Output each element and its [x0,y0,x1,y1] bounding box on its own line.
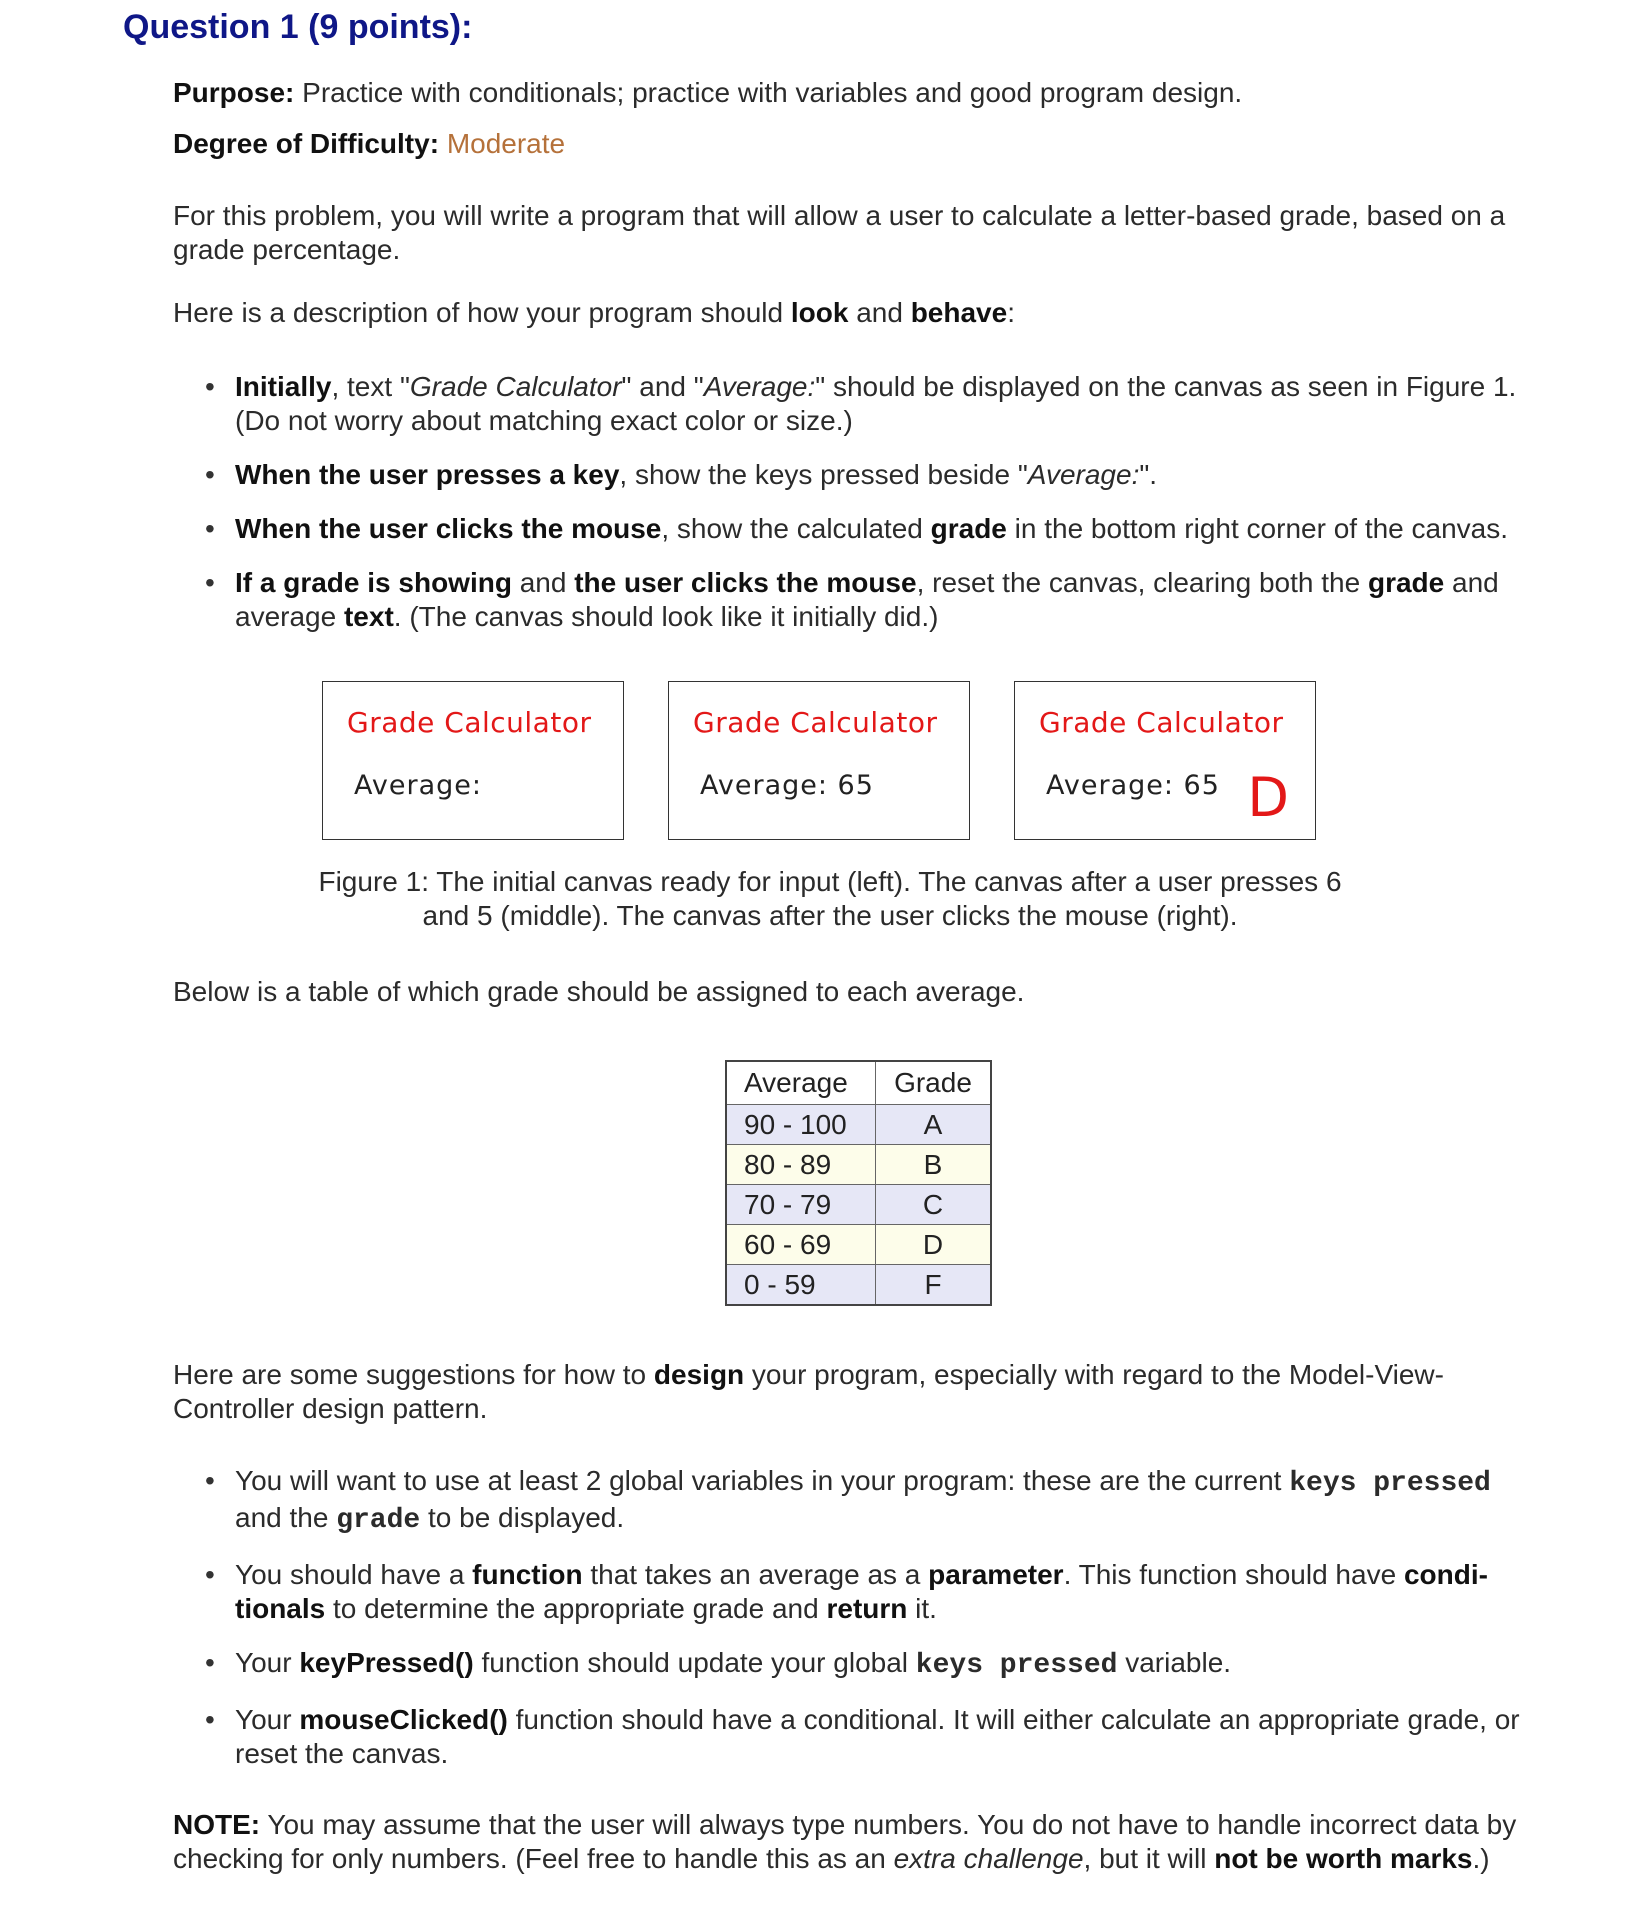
suggestion-text: variable. [1117,1647,1232,1678]
behavior-text: , show the keys pressed beside " [619,459,1028,490]
code-keys-pressed: keys pressed [915,1650,1118,1681]
table-header-row [726,1061,991,1105]
suggestion-bold: condi-tionals [235,1559,1488,1624]
suggestion-bold: keyPressed() [299,1647,474,1678]
table-cell-average: 70 - 79 [726,1185,876,1225]
table-cell-grade: B [876,1145,992,1185]
canvas-title: Grade Calculator [347,706,592,739]
look-behave-line [173,296,1543,330]
intro-paragraph: For this problem, you will write a program that will allow a user to calculate a letter-based grade, based on a grade percentage. [173,200,1506,265]
suggestion-text: it. [907,1593,937,1624]
design-intro-post: your program, especially with regard to the Model-View-Controller design pattern. [173,1359,1444,1424]
difficulty-line [173,127,1543,161]
purpose-line [173,76,1543,110]
behavior-text: " should be displayed on the canvas as seen in Figure 1. (Do not worry about matching exact color or size.) [235,371,1517,436]
behavior-bold: When the user clicks the mouse [235,513,662,544]
note-bold: not be worth marks [1214,1843,1473,1874]
note-text: , but it will [1083,1843,1215,1874]
design-word: design [653,1359,745,1390]
difficulty-value: Moderate [446,128,566,159]
purpose-text: Practice with conditionals; practice with variables and good program design. [294,77,1243,108]
behavior-italic: Grade Calculator [409,371,622,402]
canvas-average: Average: [354,770,482,801]
table-cell-average: 0 - 59 [726,1265,876,1306]
table-row [726,1145,991,1185]
behavior-bold: If a grade is showing [235,567,512,598]
canvas-initial [322,681,624,840]
behavior-list [173,370,1543,634]
suggestion-text: Your [235,1647,300,1678]
list-item [173,1464,1543,1538]
code-grade: grade [336,1505,421,1536]
suggestion-text: that takes an average as a [582,1559,929,1590]
table-cell-grade: D [876,1225,992,1265]
suggestion-bold: parameter [928,1559,1064,1590]
question-title: Question 1 (9 points): [123,8,473,46]
note-text: You may assume that the user will always type numbers. You do not have to handle incorrect data by checking for only numbers. (Feel free to handle this as an [173,1809,1517,1874]
table-row [726,1265,991,1306]
list-item [173,566,1543,634]
behavior-text: , show the calculated [661,513,931,544]
suggestion-text: to be displayed. [420,1502,625,1533]
list-item [173,512,1543,546]
canvas-average: Average: 65 [1046,770,1220,801]
table-cell-average: 90 - 100 [726,1105,876,1145]
behavior-text: ". [1139,459,1158,490]
table-cell-grade: F [876,1265,992,1306]
suggestion-text: You should have a [235,1559,473,1590]
look-behave-and: and [848,297,911,328]
table-cell-grade: C [876,1185,992,1225]
suggestion-list [173,1464,1543,1771]
table-intro: Below is a table of which grade should be assigned to each average. [173,976,1025,1007]
list-item [173,1646,1543,1683]
behavior-text: , reset the canvas, clearing both the [916,567,1368,598]
code-keys-pressed: keys pressed [1289,1468,1491,1499]
note-label: NOTE: [173,1809,261,1840]
behavior-text: . (The canvas should look like it initially did.) [393,601,939,632]
look-behave-pre: Here is a description of how your program should [173,297,791,328]
behavior-bold: Initially [235,371,332,402]
table-cell-average: 80 - 89 [726,1145,876,1185]
canvas-grade: D [1247,766,1289,829]
suggestion-bold: return [826,1593,908,1624]
note-text: .) [1472,1843,1490,1874]
suggestion-text: function should have a conditional. It will either calculate an appropriate grade, or reset the canvas. [235,1704,1520,1769]
purpose-label: Purpose: [173,77,295,108]
list-item [173,1703,1543,1771]
canvas-grade-shown [1014,681,1316,840]
figure-caption: Figure 1: The initial canvas ready for input (left). The canvas after a user presses 6 and 5 (middle). The canvas after the user clicks the mouse (right). [318,866,1342,931]
suggestion-bold: function [472,1559,583,1590]
look-behave-post: : [1007,297,1015,328]
table-cell-average: 60 - 69 [726,1225,876,1265]
table-header-average: Average [726,1061,876,1105]
suggestion-text: . This function should have [1063,1559,1404,1590]
behavior-text: and [511,567,575,598]
suggestion-text: You will want to use at least 2 global variables in your program: these are the current [235,1465,1290,1496]
behavior-bold: grade [930,513,1007,544]
suggestion-text: Your [235,1704,300,1735]
design-intro [173,1358,1543,1426]
list-item [173,458,1543,492]
canvas-keys-pressed [668,681,970,840]
list-item [173,1558,1543,1626]
behavior-text: , text " [331,371,410,402]
canvas-average: Average: 65 [700,770,874,801]
behavior-bold: the user clicks the mouse [574,567,917,598]
look-word: look [790,297,849,328]
difficulty-label: Degree of Difficulty: [173,128,440,159]
table-row [726,1105,991,1145]
note-paragraph [173,1808,1543,1876]
behavior-text: in the bottom right corner of the canvas. [1006,513,1509,544]
canvas-title: Grade Calculator [693,706,938,739]
note-italic: extra challenge [893,1843,1084,1874]
behavior-text: and average [235,567,1499,632]
canvas-title: Grade Calculator [1039,706,1284,739]
behave-word: behave [910,297,1008,328]
suggestion-text: to determine the appropriate grade and [325,1593,827,1624]
behavior-italic: Average: [703,371,816,402]
behavior-bold: grade [1367,567,1445,598]
table-header-grade: Grade [876,1061,992,1105]
behavior-bold: text [343,601,394,632]
behavior-bold: When the user presses a key [235,459,620,490]
behavior-italic: Average: [1027,459,1140,490]
table-row [726,1225,991,1265]
behavior-text: " and " [621,371,704,402]
table-cell-grade: A [876,1105,992,1145]
grade-table [725,1060,992,1306]
table-row [726,1185,991,1225]
suggestion-text: and the [235,1502,337,1533]
design-intro-pre: Here are some suggestions for how to [173,1359,654,1390]
suggestion-bold: mouseClicked() [299,1704,508,1735]
suggestion-text: function should update your global [473,1647,916,1678]
list-item [173,370,1543,438]
